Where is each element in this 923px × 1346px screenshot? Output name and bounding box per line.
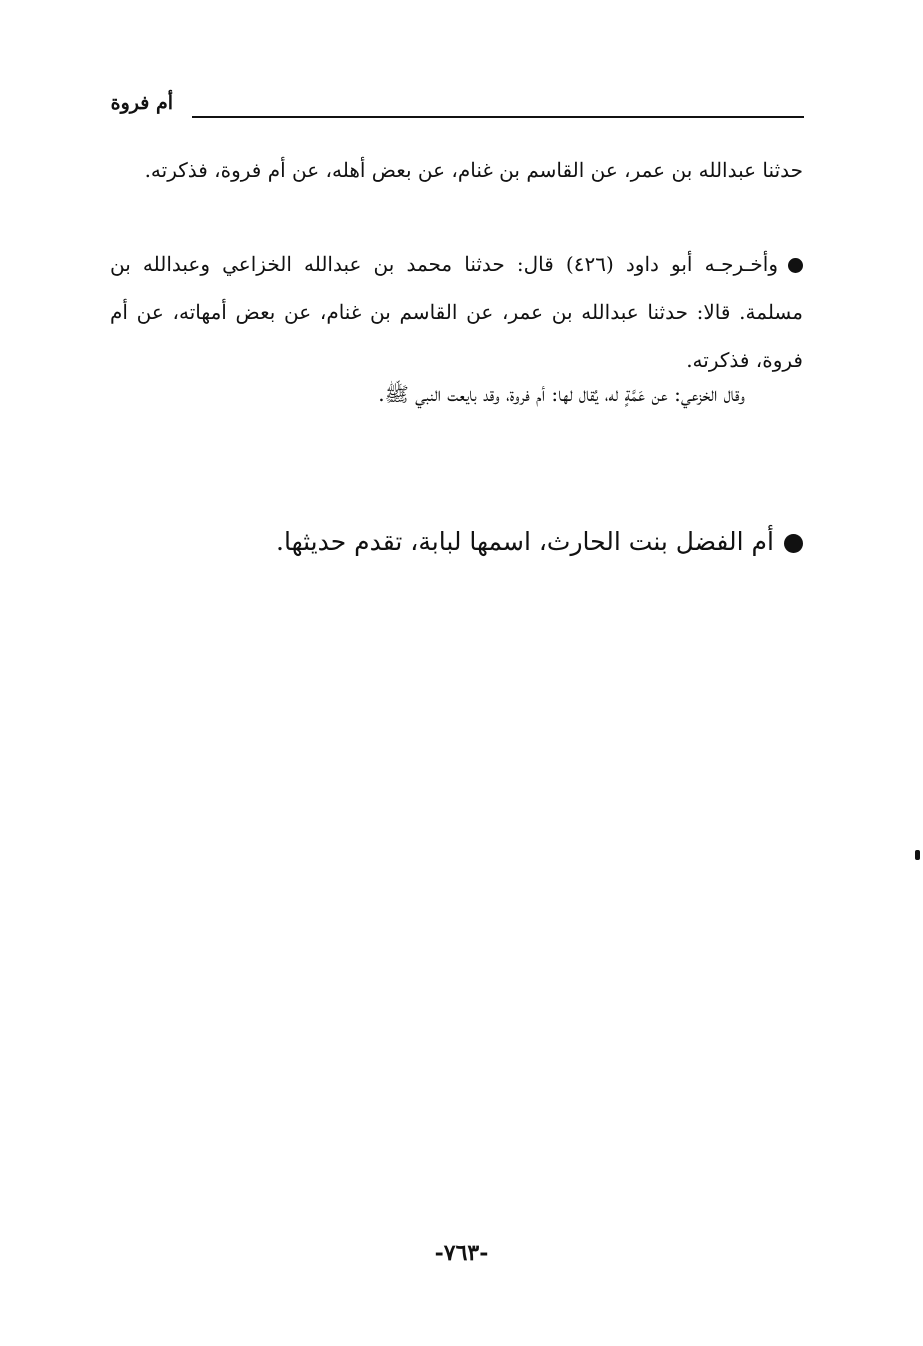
- paragraph-3-text: وقال الخزعي: عن عَمَّةٍ له، يُقال لها: أم فروة، وقد بايعت النبي ﷺ.: [378, 382, 745, 406]
- scan-edge-mark: [915, 850, 920, 860]
- running-title: أم فروة: [110, 92, 173, 114]
- paragraph-continuation: [110, 146, 803, 194]
- paragraph-4-text: أم الفضل بنت الحارث، اسمها لبابة، تقدم حديثها.: [276, 527, 774, 556]
- header-rule: [192, 116, 804, 118]
- bullet-icon: [788, 258, 803, 273]
- paragraph-khuzai-note: [105, 370, 745, 418]
- paragraph-abu-dawud: [110, 240, 803, 384]
- entry-umm-al-fadl: [163, 520, 803, 564]
- paragraph-1-text: حدثنا عبدالله بن عمر، عن القاسم بن غنام، عن بعض أهله، عن أم فروة، فذكرته.: [144, 158, 803, 182]
- running-header: [110, 88, 805, 124]
- page-number: -٧٦٣-: [434, 1240, 489, 1266]
- bullet-icon: [784, 534, 803, 553]
- paragraph-2-text: وأخـرجـه أبو داود (٤٢٦) قال: حدثنا محمد بن عبدالله الخزاعي وعبدالله بن مسلمة. قالا: حدثنا عبدالله بن عمر، عن القاسم بن غنام، عن بعض أمهاته، عن أم فروة، فذكرته.: [110, 252, 803, 372]
